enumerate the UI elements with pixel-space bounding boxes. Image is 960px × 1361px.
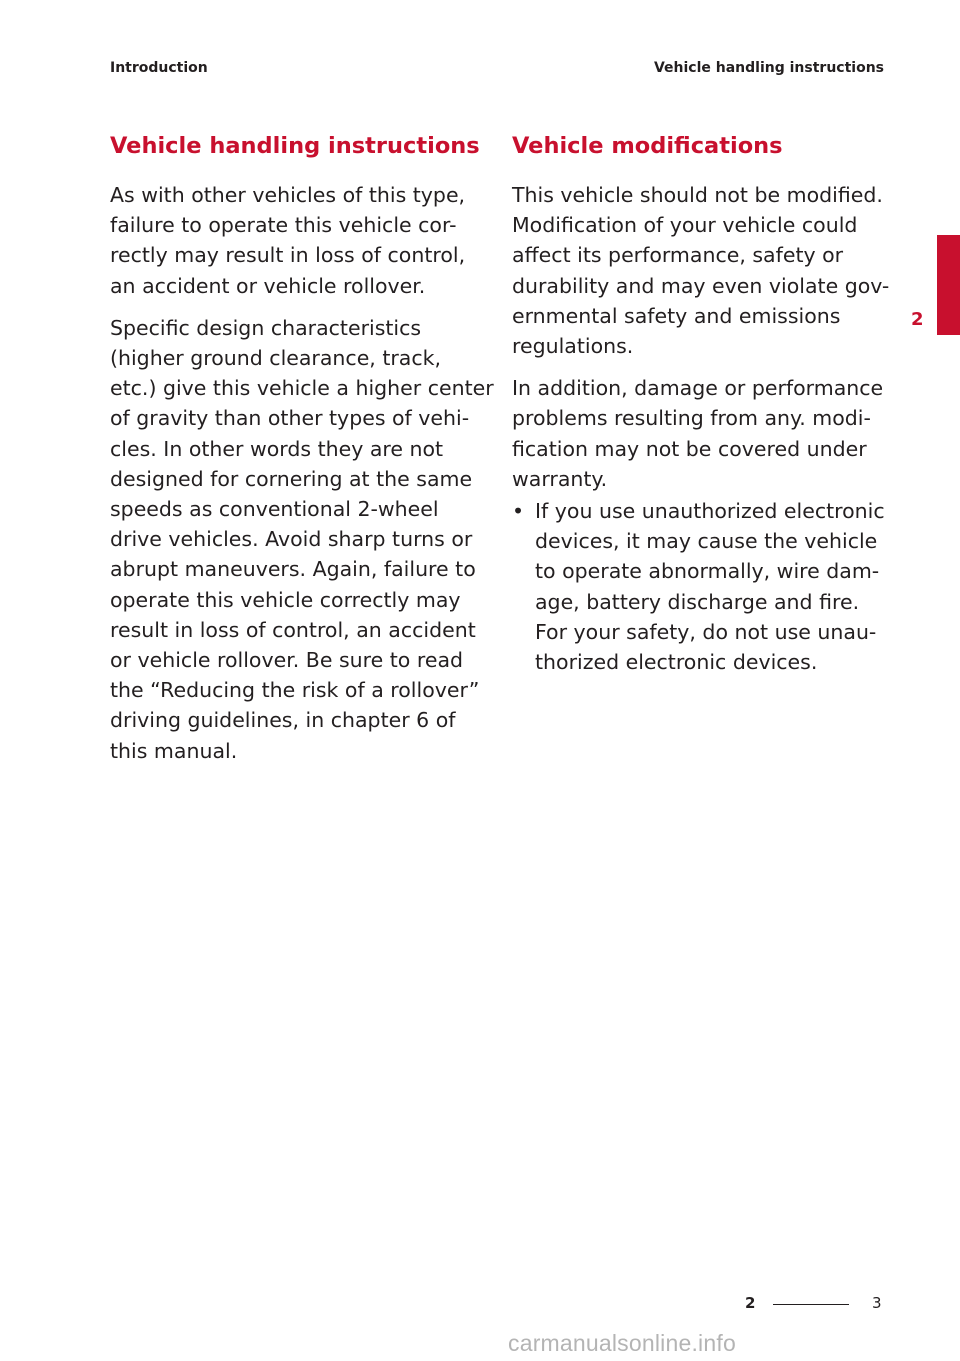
- paragraph: [512, 373, 882, 494]
- paragraph: [110, 180, 480, 301]
- footer-divider: [773, 1304, 849, 1305]
- text-line: In addition, damage or performance: [512, 376, 884, 401]
- left-paragraphs: [110, 180, 494, 766]
- left-column: [110, 128, 494, 778]
- bullet-text-line: For your safety, do not use unau-: [535, 619, 877, 644]
- section-heading-handling: Vehicle handling instructions: [110, 133, 480, 159]
- text-line: warranty.: [512, 466, 608, 491]
- right-paragraphs: [512, 180, 890, 494]
- text-line: Specific design characteristics: [110, 315, 422, 340]
- text-line: As with other vehicles of this type,: [110, 183, 466, 207]
- text-line: durability and may even violate gov-: [512, 273, 890, 298]
- text-line: ernmental safety and emissions: [512, 303, 841, 328]
- paragraph: [512, 180, 890, 361]
- paragraph: [110, 313, 494, 766]
- text-line: rectly may result in loss of control,: [110, 243, 466, 268]
- bullet-text-line: age, battery discharge and fire.: [535, 589, 860, 614]
- text-line: failure to operate this vehicle cor-: [110, 213, 457, 238]
- text-line: the “Reducing the risk of a rollover”: [110, 678, 480, 703]
- running-header-title: Vehicle handling instructions: [653, 60, 884, 76]
- text-line: driving guidelines, in chapter 6 of: [110, 708, 456, 733]
- text-line: Modification of your vehicle could: [512, 213, 858, 238]
- bullet-text-line: If you use unauthorized electronic: [535, 499, 885, 524]
- right-column: [512, 128, 890, 677]
- text-line: this manual.: [110, 738, 238, 763]
- watermark-logo: carmanualsonline.info: [508, 1330, 736, 1356]
- section-heading-modifications: Vehicle modifications: [512, 133, 783, 159]
- text-line: drive vehicles. Avoid sharp turns or: [110, 527, 473, 552]
- text-line: operate this vehicle correctly may: [110, 587, 461, 612]
- text-line: problems resulting from any. modi-: [512, 406, 871, 431]
- chapter-tab-marker: [937, 235, 960, 335]
- warning-bullet-item: [512, 496, 885, 677]
- bullet-text-line: to operate abnormally, wire dam-: [535, 559, 880, 584]
- text-line: speeds as conventional 2-wheel: [110, 497, 439, 522]
- running-header-section: Introduction: [110, 60, 208, 76]
- text-line: an accident or vehicle rollover.: [110, 273, 426, 298]
- text-line: fication may not be covered under: [512, 436, 867, 461]
- bullet-text-line: devices, it may cause the vehicle: [535, 529, 878, 554]
- text-line: This vehicle should not be modified.: [512, 183, 883, 207]
- text-line: (higher ground clearance, track,: [110, 346, 442, 371]
- text-line: or vehicle rollover. Be sure to read: [110, 648, 464, 673]
- text-line: etc.) give this vehicle a higher center: [110, 376, 494, 401]
- footer-page-number: 3: [872, 1294, 882, 1312]
- bullet-text-line: thorized electronic devices.: [535, 650, 818, 675]
- text-line: of gravity than other types of vehi-: [110, 406, 470, 431]
- text-line: cles. In other words they are not: [110, 436, 444, 461]
- chapter-tab-number: 2: [911, 309, 924, 330]
- bullet-dot-icon: •: [512, 499, 525, 524]
- text-line: abrupt maneuvers. Again, failure to: [110, 557, 476, 582]
- footer-chapter-number: 2: [745, 1294, 756, 1312]
- text-line: result in loss of control, an accident: [110, 617, 476, 642]
- text-line: regulations.: [512, 334, 634, 359]
- text-line: designed for cornering at the same: [110, 466, 473, 491]
- text-line: affect its performance, safety or: [512, 243, 844, 268]
